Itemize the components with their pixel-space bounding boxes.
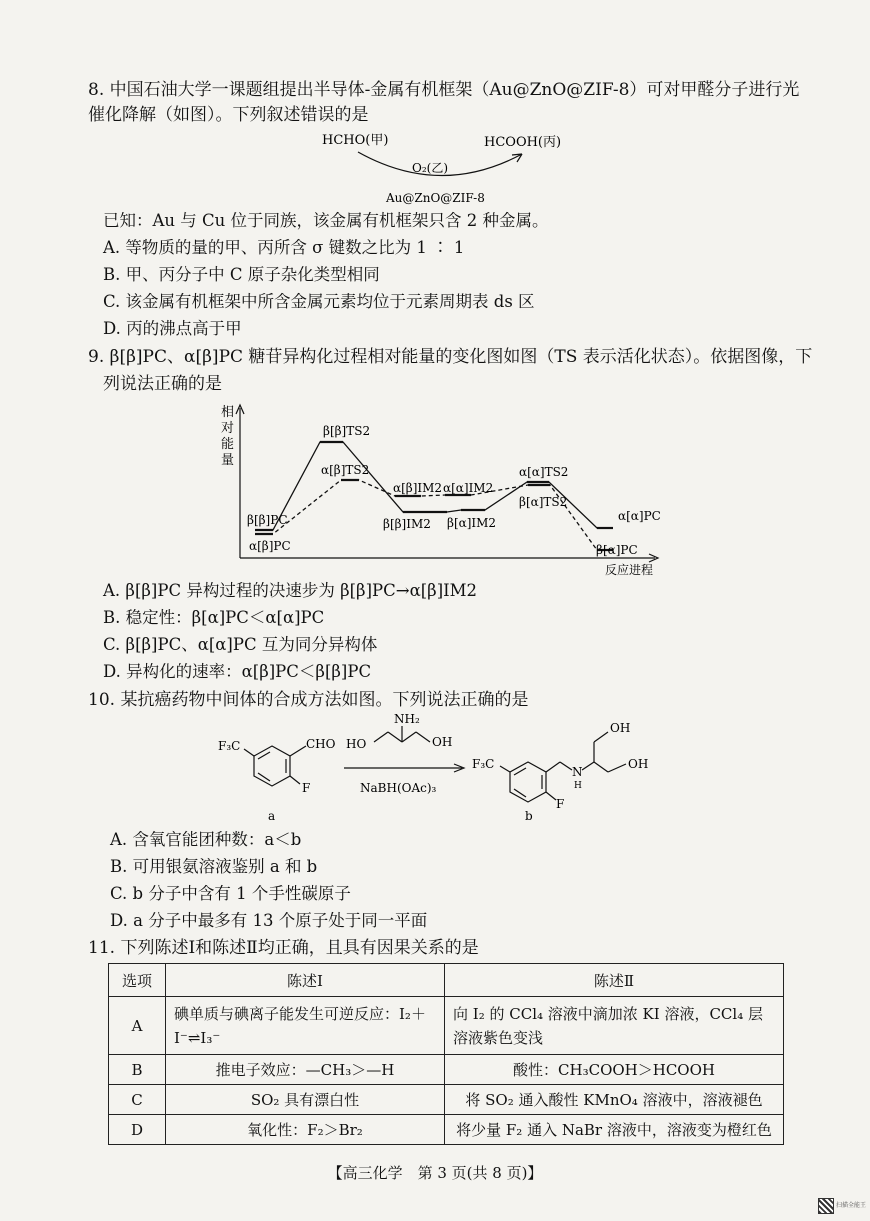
header-option: 选项: [109, 964, 166, 997]
q9-option-a: A. β[β]PC 异构过程的决速步为 β[β]PC→α[β]IM2: [103, 581, 478, 600]
row-d-option: D: [109, 1115, 166, 1145]
a-cho: CHO: [306, 737, 336, 751]
q9-ylabel-4: 量: [221, 453, 235, 468]
q8-stem-line1: 8. 中国石油大学一课题组提出半导体-金属有机框架（Au@ZnO@ZIF-8）可对甲醛分子进行光: [88, 80, 800, 100]
qr-code-icon: [818, 1198, 834, 1214]
q8-reactant: HCHO(甲): [322, 133, 389, 148]
reagent-oh: OH: [432, 735, 453, 749]
q9-label-bb-ts2: β[β]TS2: [323, 424, 371, 438]
compound-a: [244, 746, 306, 786]
row-a-option: A: [109, 997, 166, 1055]
q11-table: [108, 963, 784, 1145]
q8-stem-line2: 催化降解（如图）。下列叙述错误的是: [88, 105, 369, 125]
row-a-statement-2: 向 I₂ 的 CCl₄ 溶液中滴加浓 KI 溶液，CCl₄ 层溶液紫色变浅: [445, 997, 784, 1055]
q8-known: 已知：Au 与 Cu 位于同族，该金属有机框架只含 2 种金属。: [103, 211, 549, 230]
a-f: F: [302, 781, 311, 795]
q9-stem-line2: 列说法正确的是: [103, 374, 222, 394]
q8-product: HCOOH(丙): [484, 135, 562, 150]
q9-xlabel: 反应进程: [605, 563, 654, 577]
q9-label-ba-pc: β[α]PC: [596, 543, 638, 557]
row-c-option: C: [109, 1085, 166, 1115]
table-row: [109, 1115, 784, 1145]
q9-label-ab-im2: α[β]IM2: [393, 481, 443, 495]
q9-label-bb-pc: β[β]PC: [247, 513, 288, 527]
header-statement-2: 陈述Ⅱ: [445, 964, 784, 997]
table-row: [109, 1085, 784, 1115]
q9-ylabel-1: 相: [221, 405, 235, 420]
reagent-nh2: NH₂: [394, 712, 420, 726]
a-cf3: F₃C: [218, 739, 241, 753]
b-label: b: [525, 809, 533, 822]
q10-synthesis-scheme: [210, 712, 680, 822]
b-oh1: OH: [610, 721, 631, 735]
reagent-aminodiol: [374, 726, 430, 742]
b-n: N: [572, 765, 583, 779]
q9-stem-line1: 9. β[β]PC、α[β]PC 糖苷异构化过程相对能量的变化图如图（TS 表示活化状态）。依据图像，下: [88, 347, 813, 367]
a-label: a: [268, 809, 276, 822]
q9-label-aa-pc: α[α]PC: [618, 509, 661, 523]
q10-option-a: A. 含氧官能团种数：a＜b: [110, 830, 302, 849]
table-row: [109, 1055, 784, 1085]
q8-option-b: B. 甲、丙分子中 C 原子杂化类型相同: [103, 265, 380, 284]
q9-energy-diagram: [215, 400, 665, 578]
row-a-statement-1: 碘单质与碘离子能发生可逆反应：I₂＋I⁻⇌I₃⁻: [166, 997, 445, 1055]
b-h: H: [574, 781, 582, 791]
table-header-row: [109, 964, 784, 997]
q8-reaction-scheme: [300, 128, 600, 208]
b-oh2: OH: [628, 757, 649, 771]
compound-b: [500, 732, 626, 802]
row-c-statement-2: 将 SO₂ 通入酸性 KMnO₄ 溶液中，溶液褪色: [445, 1085, 784, 1115]
row-c-statement-1: SO₂ 具有漂白性: [166, 1085, 445, 1115]
q9-option-c: C. β[β]PC、α[α]PC 互为同分异构体: [103, 635, 378, 654]
q10-stem: 10. 某抗癌药物中间体的合成方法如图。下列说法正确的是: [88, 690, 529, 710]
q9-label-ab-ts2: α[β]TS2: [321, 463, 370, 477]
b-f: F: [556, 797, 565, 811]
q10-option-c: C. b 分子中含有 1 个手性碳原子: [110, 884, 351, 903]
q8-reagent: O₂(乙): [412, 161, 449, 175]
q8-option-d: D. 丙的沸点高于甲: [103, 319, 242, 338]
row-b-statement-2: 酸性：CH₃COOH＞HCOOH: [445, 1055, 784, 1085]
row-b-statement-1: 推电子效应：—CH₃＞—H: [166, 1055, 445, 1085]
q8-catalyst: Au@ZnO@ZIF-8: [386, 191, 485, 205]
q9-label-aa-im2: α[α]IM2: [443, 481, 494, 495]
q8-option-c: C. 该金属有机框架中所含金属元素均位于元素周期表 ds 区: [103, 292, 535, 311]
row-d-statement-1: 氧化性：F₂＞Br₂: [166, 1115, 445, 1145]
q9-ylabel-3: 能: [221, 437, 235, 452]
q10-option-b: B. 可用银氨溶液鉴别 a 和 b: [110, 857, 318, 876]
q9-option-d: D. 异构化的速率：α[β]PC＜β[β]PC: [103, 662, 372, 681]
q10-option-d: D. a 分子中最多有 13 个原子处于同一平面: [110, 911, 428, 930]
q8-option-a: A. 等物质的量的甲、丙所含 σ 键数之比为 1 ∶ 1: [103, 238, 465, 257]
q9-label-aa-ts2: α[α]TS2: [519, 465, 569, 479]
q9-ylabel-2: 对: [221, 421, 235, 436]
q10-condition: NaBH(OAc)₃: [360, 781, 437, 795]
row-b-option: B: [109, 1055, 166, 1085]
q9-label-ba-im2: β[α]IM2: [447, 516, 497, 530]
q11-stem: 11. 下列陈述Ⅰ和陈述Ⅱ均正确，且具有因果关系的是: [88, 938, 479, 958]
q9-label-bb-im2: β[β]IM2: [383, 517, 431, 531]
b-cf3: F₃C: [472, 757, 495, 771]
reagent-ho: HO: [346, 737, 367, 751]
table-row: [109, 997, 784, 1055]
q9-label-ab-pc: α[β]PC: [249, 539, 291, 553]
scanner-brand: 扫描全能王: [836, 1202, 867, 1209]
page-footer: 【高三化学 第 3 页(共 8 页)】: [327, 1164, 543, 1182]
q9-label-ba-ts2: β[α]TS2: [519, 495, 568, 509]
header-statement-1: 陈述Ⅰ: [166, 964, 445, 997]
row-d-statement-2: 将少量 F₂ 通入 NaBr 溶液中，溶液变为橙红色: [445, 1115, 784, 1145]
q9-option-b: B. 稳定性：β[α]PC＜α[α]PC: [103, 608, 325, 627]
